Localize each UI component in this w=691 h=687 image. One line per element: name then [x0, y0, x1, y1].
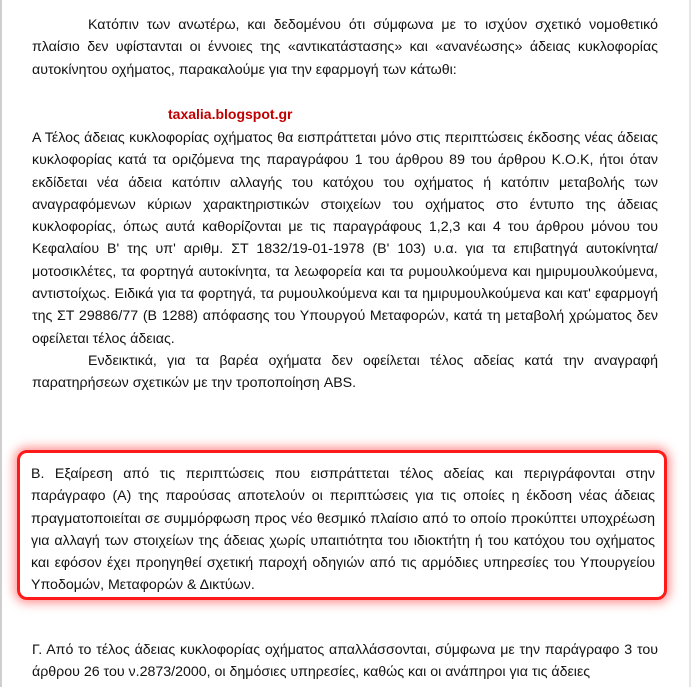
intro-paragraph: Κατόπιν των ανωτέρω, και δεδομένου ότι σύμφωνα με το ισχύον σχετικό νομοθετικό πλαίσιο δεν υφίστανται οι έννοιες της «αντικατάστασης» και «ανανέωσης» άδειας κυκλοφορίας αυτοκίνητου οχήματος, παρακαλούμε για την εφαρμογή των κάτωθι: [32, 17, 658, 78]
section-g [32, 639, 658, 684]
section-g-paragraph: Γ. Από το τέλος άδειας κυκλοφορίας οχήματος απαλλάσσονται, σύμφωνα με την παράγραφο 3 του άρθρου 26 του ν.2873/2000, οι δημόσιες υπηρεσίες, καθώς και οι ανάπηροι για τις άδειες [32, 642, 658, 681]
section-a-paragraph: Α Τέλος άδειας κυκλοφορίας οχήματος θα εισπράττεται μόνο στις περιπτώσεις έκδοσης νέας άδειας κυκλοφορίας κατά τα οριζόμενα της παραγράφου 1 του άρθρου 89 του άρθρου Κ.Ο.Κ, ήτοι όταν εκδίδεται νέα άδεια κατόπιν αλλαγής του κατόχου του οχήματος ή κατόπιν μεταβολής των αναγραφόμενων κύριων χαρακτηριστικών στοιχείων του οχήματος στο έντυπο της άδειας κυκλοφορίας, όπως αυτά καθορίζονται με τις παραγράφους 1,2,3 και 4 του άρθρου μόνου του Κεφαλαίου Β' της υπ' αριθμ. ΣΤ 1832/19-01-1978 (Β' 103) υ.α. για τα επιβατηγά αυτοκίνητα/μοτοσικλέτες, τα φορτηγά αυτοκίνητα, τα λεωφορεία και τα ρυμουλκούμενα και ημιρυμουλκούμενα, αντιστοίχως. Ειδικά για τα φορτηγά, τα ρυμουλκούμενα και τα ημιρυμουλκούμενα και κατ' εφαρμογή της ΣΤ 29886/77 (Β 1288) απόφασης του Υπουργού Μεταφορών, κατά τη μεταβολή χρώματος δεν οφείλεται τέλος άδειας. [32, 130, 658, 347]
section-b-paragraph: Β. Εξαίρεση από τις περιπτώσεις που εισπράττεται τέλος αδείας και περιγράφονται στην παράγραφο (Α) της παρούσας αποτελούν οι περιπτώσεις για τις οποίες η έκδοση νέας άδειας πραγματοποιείται σε συμμόρφωση προς νέο θεσμικό πλαίσιο από το οποίο προκύπτει υποχρέωση για αλλαγή των στοιχείων της άδειας χωρίς υπαιτιότητα του ιδιοκτήτη ή του κατόχου του οχήματος και εφόσον έχει προηγηθεί σχετική παροχή οδηγιών από τις αρμόδιες υπηρεσίες του Υπουργείου Υποδομών, Μεταφορών & Δικτύων. [31, 466, 655, 594]
section-a-note: Ενδεικτικά, για τα βαρέα οχήματα δεν οφείλεται τέλος αδείας κατά την αναγραφή παρατηρήσεων σχετικών με την τροποποίηση ABS. [32, 352, 658, 392]
blog-watermark: taxalia.blogspot.gr [168, 106, 293, 122]
section-b-highlight-box [17, 450, 667, 600]
section-a [32, 127, 658, 395]
document-page [31, 14, 658, 681]
left-border [0, 0, 2, 687]
